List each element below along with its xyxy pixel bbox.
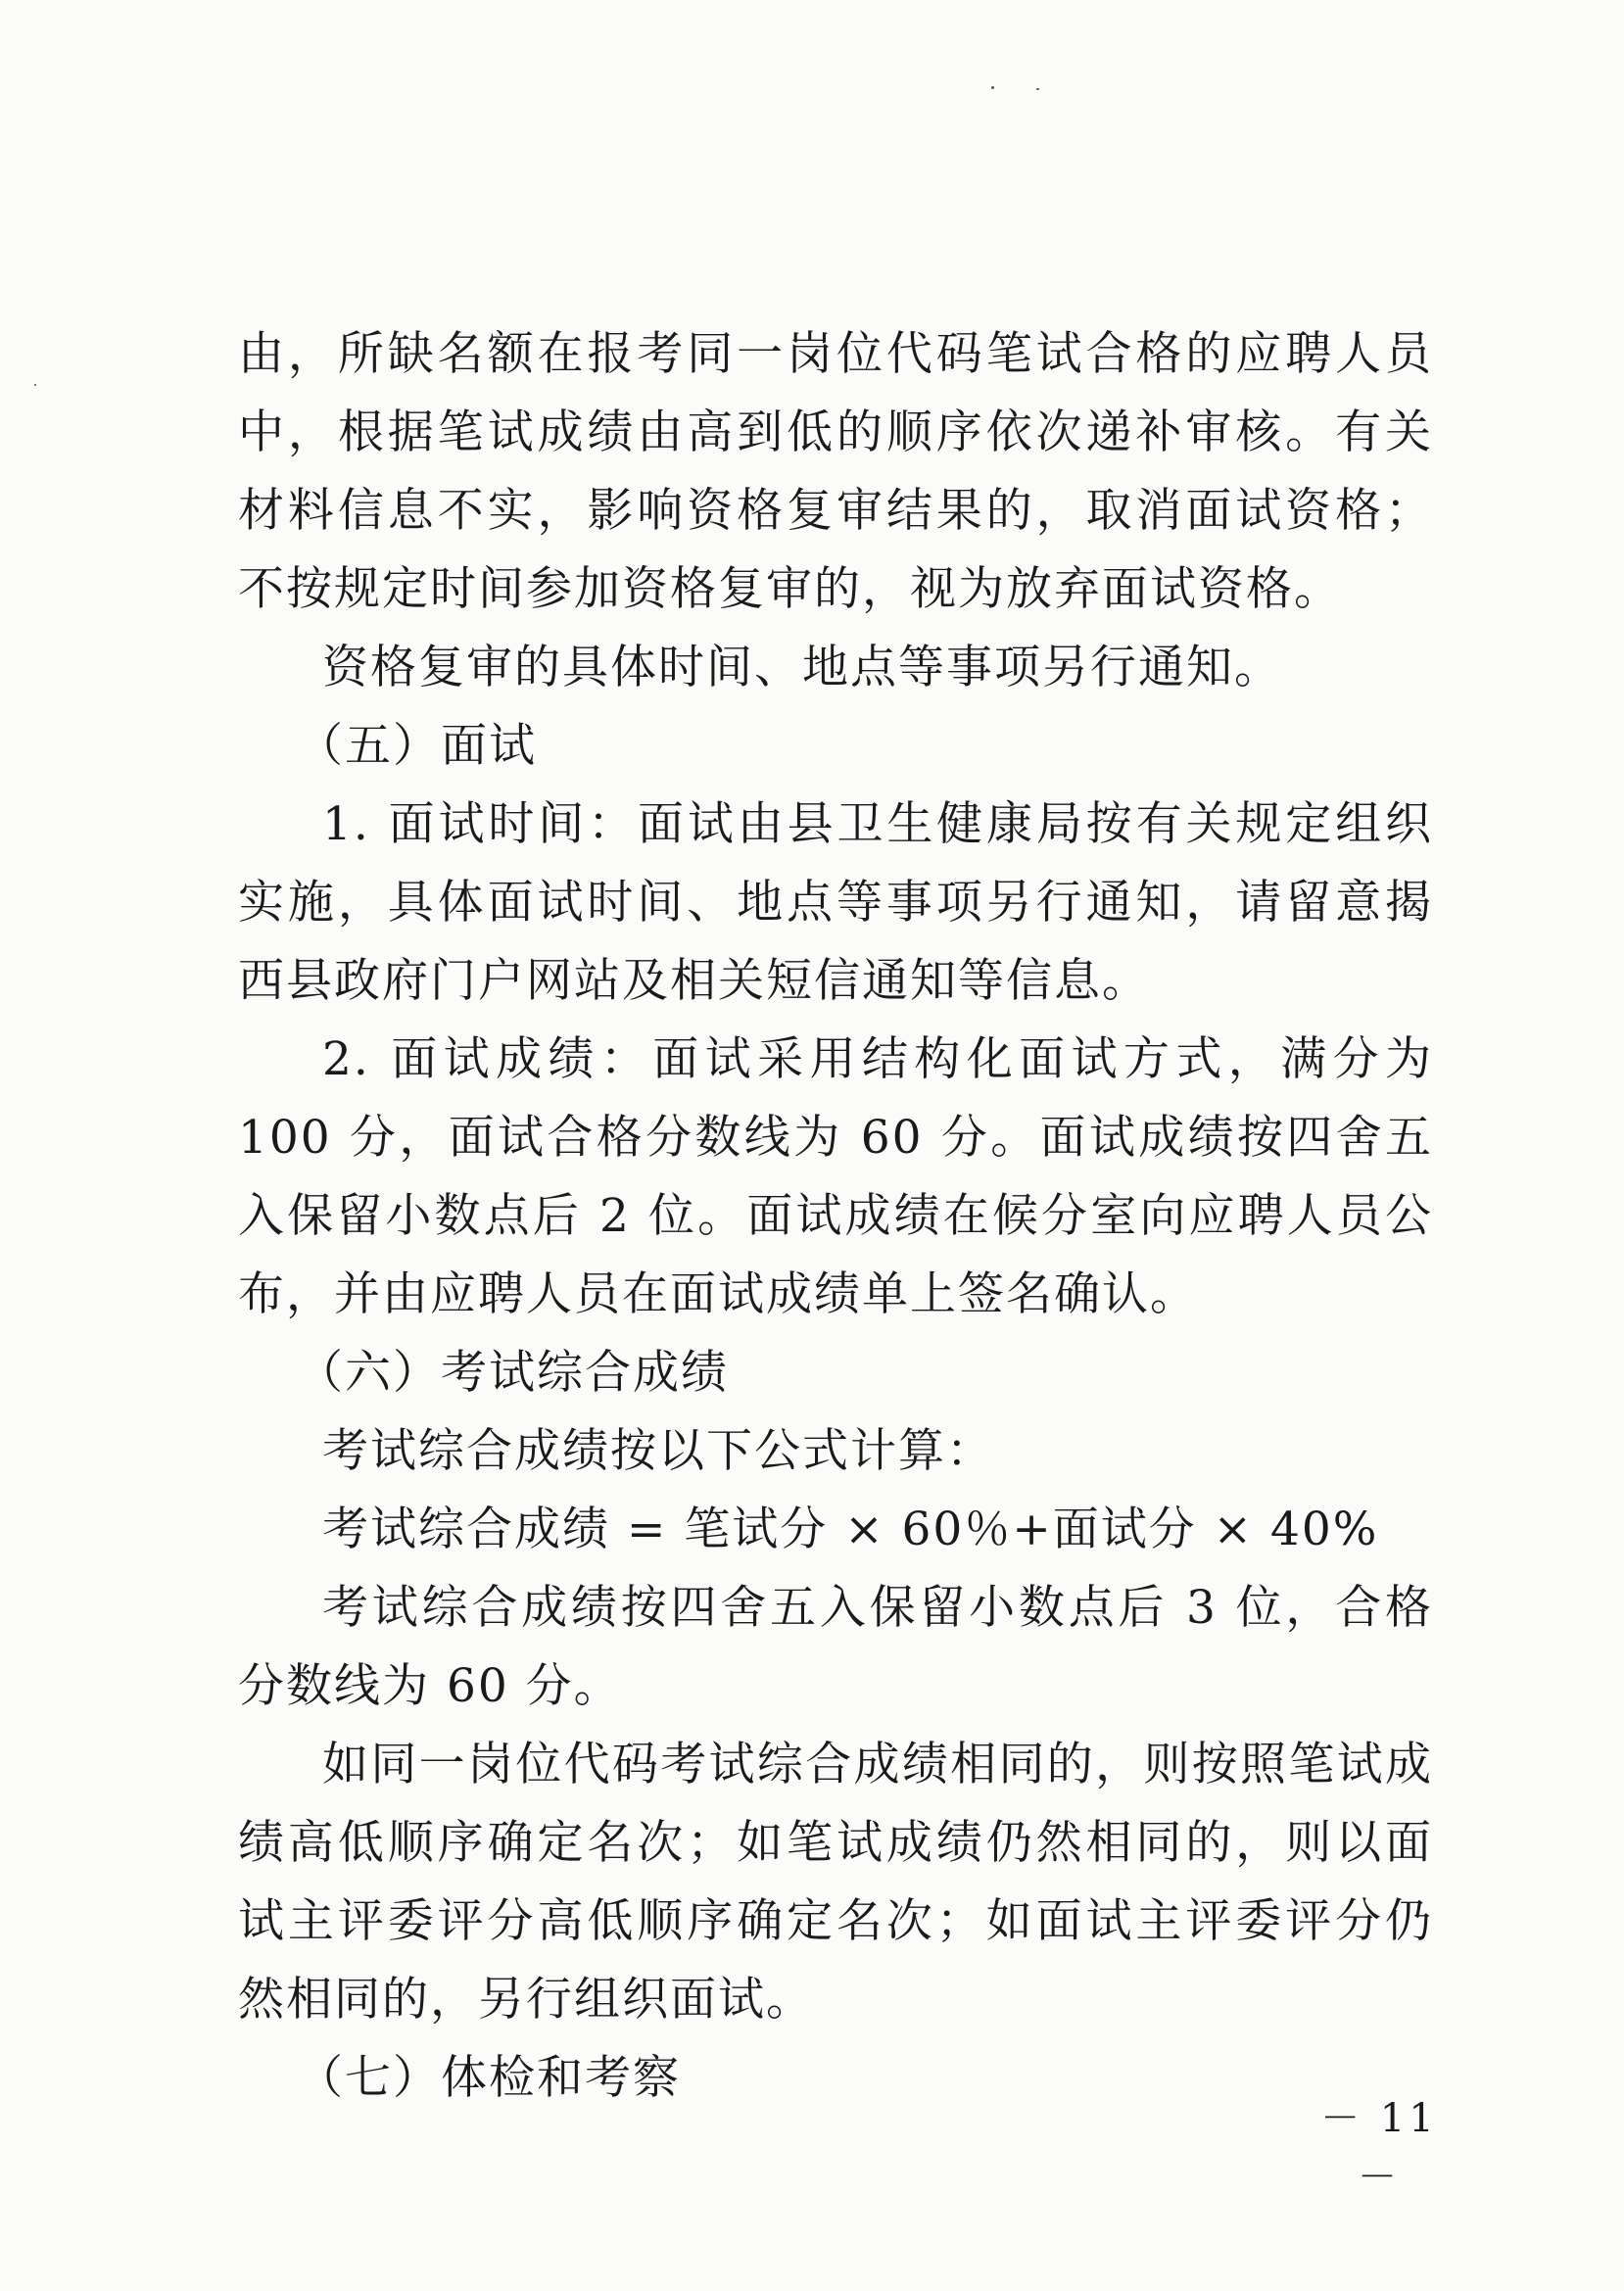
paragraph-interview-time: 1. 面试时间：面试由县卫生健康局按有关规定组织实施，具体面试时间、地点等事项另行通知，请留意揭西县政府门户网站及相关短信通知等信息。: [238, 797, 1433, 1008]
paragraph-tie-break: 如同一岗位代码考试综合成绩相同的，则按照笔试成绩高低顺序确定名次；如笔试成绩仍然相同的，则以面试主评委评分高低顺序确定名次；如面试主评委评分仍然相同的，另行组织面试。: [238, 1738, 1433, 2027]
paragraph-formula: 考试综合成绩 = 笔试分 × 60％+面试分 × 40%: [322, 1503, 1379, 1556]
scan-speck: [1036, 88, 1039, 90]
paragraph-rounding: 考试综合成绩按四舍五入保留小数点后 3 位，合格分数线为 60 分。: [238, 1581, 1433, 1713]
body-text: [238, 315, 1433, 2118]
paragraph-continuation: 由，所缺名额在报考同一岗位代码笔试合格的应聘人员中，根据笔试成绩由高到低的顺序依次递补审核。有关材料信息不实，影响资格复审结果的，取消面试资格；不按规定时间参加资格复审的，视为放弃面试资格。: [238, 327, 1433, 616]
section-heading-exam-check: （七）体检和考察: [297, 2051, 681, 2105]
section-heading-composite-score: （六）考试综合成绩: [297, 1346, 729, 1400]
scan-speck: [34, 384, 36, 386]
scan-speck: [991, 86, 994, 89]
paragraph-interview-score: 2. 面试成绩：面试采用结构化面试方式，满分为 100 分，面试合格分数线为 60 分。面试成绩按四舍五入保留小数点后 2 位。面试成绩在候分室向应聘人员公布，并由应聘人员在面试成绩单上签名确认。: [238, 1032, 1434, 1321]
paragraph-review-notice: 资格复审的具体时间、地点等事项另行通知。: [322, 641, 1282, 694]
paragraph-formula-intro: 考试综合成绩按以下公式计算：: [322, 1424, 994, 1478]
section-heading-interview: （五）面试: [297, 719, 537, 773]
page-number: － 11 －: [1320, 2096, 1438, 2200]
